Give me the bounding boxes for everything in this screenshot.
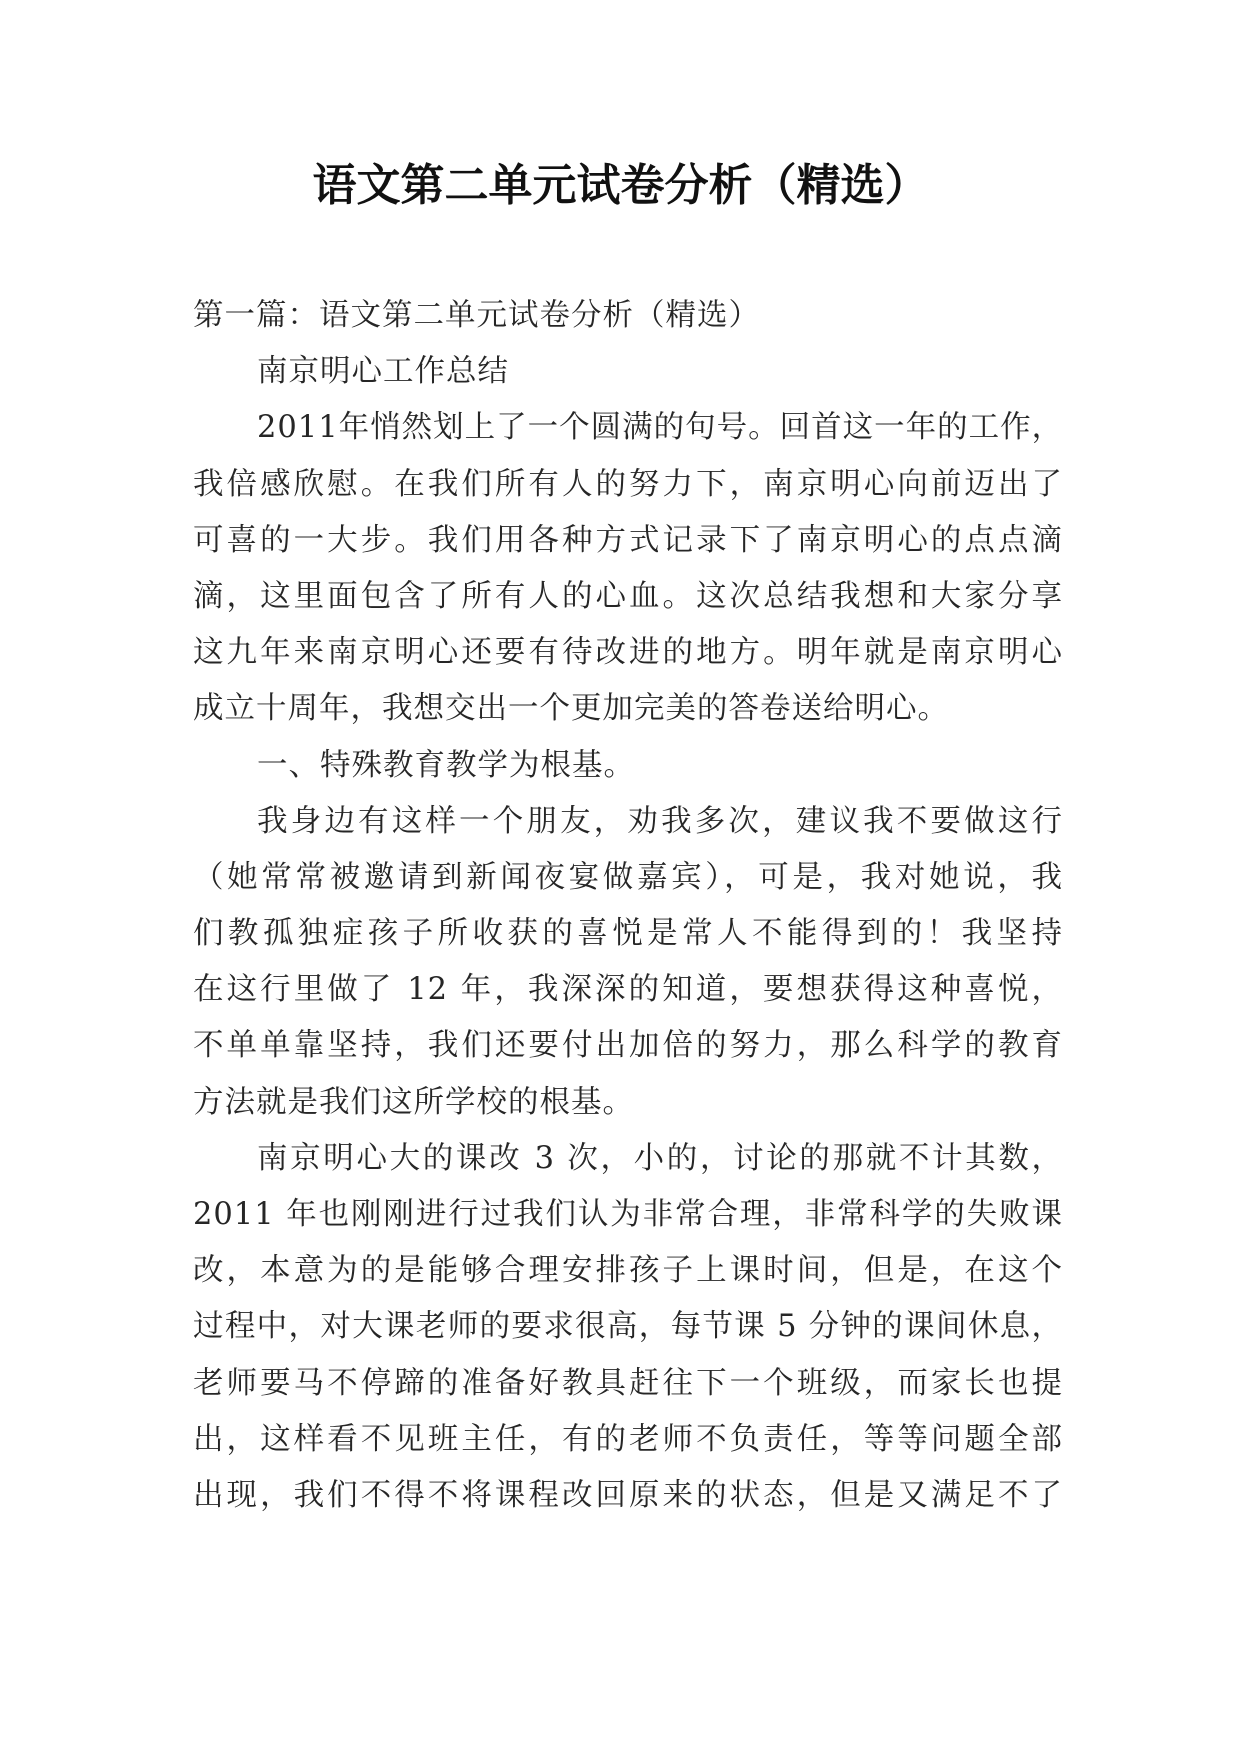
- document-body: [193, 288, 1063, 1524]
- paragraph-line: 我身边有这样一个朋友，劝我多次，建议我不要做这行: [257, 803, 1063, 839]
- paragraph-line: 这九年来南京明心还要有待改进的地方。明年就是南京明心: [193, 635, 1063, 671]
- paragraph-line: 方法就是我们这所学校的根基。: [193, 1084, 634, 1120]
- paragraph-line: （她常常被邀请到新闻夜宴做嘉宾），可是，我对她说，我: [193, 859, 1063, 895]
- paragraph-line: 出，这样看不见班主任，有的老师不负责任，等等问题全部: [193, 1421, 1063, 1457]
- paragraph-line: 我倍感欣慰。在我们所有人的努力下，南京明心向前迈出了: [193, 466, 1063, 502]
- section-heading: 第一篇：语文第二单元试卷分析（精选）: [193, 298, 760, 333]
- paragraph-line: 2011年悄然划上了一个圆满的句号。回首这一年的工作，: [257, 410, 1064, 446]
- paragraph-line: 成立十周年，我想交出一个更加完美的答卷送给明心。: [193, 691, 949, 727]
- paragraph-line: 2011 年也刚刚进行过我们认为非常合理，非常科学的失败课: [193, 1197, 1063, 1232]
- paragraph-line: 南京明心大的课改 3 次，小的，讨论的那就不计其数，: [257, 1140, 1063, 1176]
- paragraph-line: 过程中，对大课老师的要求很高，每节课 5 分钟的课间休息，: [193, 1309, 1063, 1345]
- paragraph-line: 在这行里做了 12 年，我深深的知道，要想获得这种喜悦，: [193, 972, 1063, 1008]
- paragraph-line: 不单单靠坚持，我们还要付出加倍的努力，那么科学的教育: [193, 1028, 1063, 1064]
- paragraph-line: 改，本意为的是能够合理安排孩子上课时间，但是，在这个: [193, 1253, 1063, 1289]
- subheading: 南京明心工作总结: [257, 354, 509, 390]
- document-title: 语文第二单元试卷分析（精选）: [312, 160, 929, 211]
- paragraph-line: 们教孤独症孩子所收获的喜悦是常人不能得到的！我坚持: [193, 916, 1063, 952]
- paragraph-line: 可喜的一大步。我们用各种方式记录下了南京明心的点点滴: [193, 522, 1063, 558]
- paragraph-line: 老师要马不停蹄的准备好教具赶往下一个班级，而家长也提: [193, 1365, 1063, 1401]
- paragraph-line: 滴，这里面包含了所有人的心血。这次总结我想和大家分享: [193, 578, 1063, 614]
- paragraph-line: 出现，我们不得不将课程改回原来的状态，但是又满足不了: [193, 1477, 1063, 1513]
- list-heading: 一、特殊教育教学为根基。: [257, 747, 635, 783]
